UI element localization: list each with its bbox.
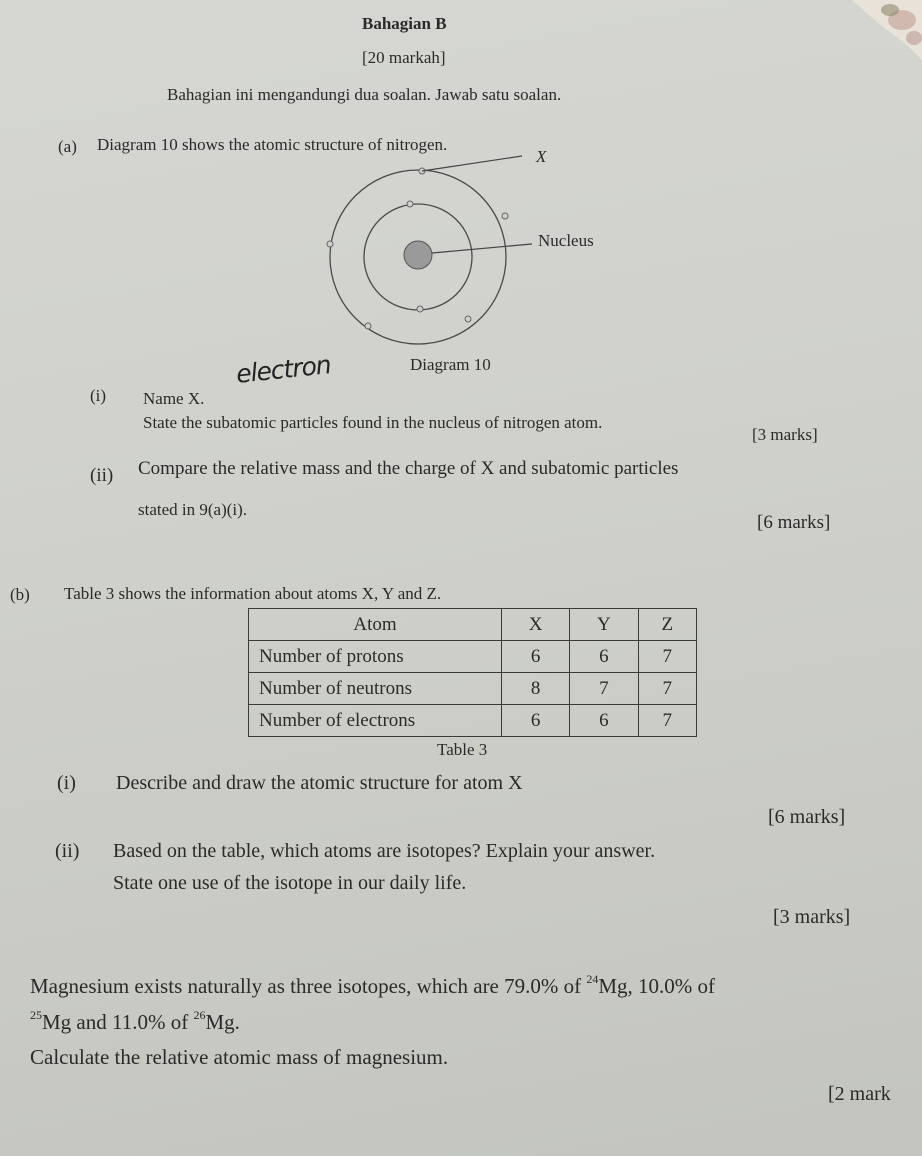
diagram-caption: Diagram 10 bbox=[410, 355, 491, 374]
table-header-cell: X bbox=[502, 609, 570, 641]
part-a-intro: Diagram 10 shows the atomic structure of nitrogen. bbox=[97, 135, 448, 154]
c-line1-a: Magnesium exists naturally as three isotopes, which are 79.0% of bbox=[30, 974, 587, 998]
c-line3: Calculate the relative atomic mass of magnesium. bbox=[30, 1045, 449, 1069]
table-cell: Number of electrons bbox=[249, 705, 502, 737]
table-cell: 6 bbox=[570, 641, 638, 673]
table-row bbox=[249, 641, 697, 673]
b-i-label: (i) bbox=[57, 772, 76, 794]
a-i-text2: State the subatomic particles found in the nucleus of nitrogen atom. bbox=[143, 413, 603, 432]
part-a-label: (a) bbox=[58, 137, 77, 156]
section-marks: [20 markah] bbox=[362, 48, 446, 67]
table-cell: 7 bbox=[638, 705, 696, 737]
a-i-label: (i) bbox=[90, 386, 107, 405]
a-ii-text2: stated in 9(a)(i). bbox=[138, 500, 248, 519]
table-header-cell: Atom bbox=[249, 609, 502, 641]
table-cell: 8 bbox=[502, 673, 570, 705]
table-row bbox=[249, 673, 697, 705]
a-i-text1: Name X. bbox=[143, 389, 205, 408]
atoms-table bbox=[248, 608, 697, 737]
section-title: Bahagian B bbox=[362, 14, 447, 33]
table-cell: Number of protons bbox=[249, 641, 502, 673]
b-i-text: Describe and draw the atomic structure for atom X bbox=[116, 772, 523, 794]
table-cell: 6 bbox=[502, 641, 570, 673]
a-ii-label: (ii) bbox=[90, 465, 114, 486]
table-cell: 7 bbox=[638, 641, 696, 673]
part-b-label: (b) bbox=[10, 585, 30, 604]
section-instruction: Bahagian ini mengandungi dua soalan. Jawab satu soalan. bbox=[167, 85, 562, 104]
table-cell: 6 bbox=[502, 705, 570, 737]
diagram-label-nucleus: Nucleus bbox=[538, 231, 594, 250]
sup-26: 26 bbox=[193, 1008, 206, 1022]
electron-dot bbox=[365, 323, 371, 329]
electron-dot bbox=[407, 201, 413, 207]
table-cell: 6 bbox=[570, 705, 638, 737]
table-caption: Table 3 bbox=[437, 740, 488, 759]
a-i-marks: [3 marks] bbox=[752, 425, 818, 444]
a-ii-marks: [6 marks] bbox=[757, 512, 831, 533]
sup-25: 25 bbox=[30, 1008, 42, 1022]
electron-dot bbox=[465, 316, 471, 322]
b-ii-text1: Based on the table, which atoms are isotopes? Explain your answer. bbox=[113, 840, 656, 862]
part-b-intro: Table 3 shows the information about atoms X, Y and Z. bbox=[64, 584, 442, 603]
c-line1 bbox=[30, 974, 715, 999]
table-cell: 7 bbox=[570, 673, 638, 705]
electron-dot bbox=[327, 241, 333, 247]
c-line2 bbox=[30, 1010, 240, 1035]
diagram-label-x: X bbox=[536, 147, 547, 166]
c-line2-a: Mg and 11.0% of bbox=[42, 1010, 194, 1034]
b-ii-label: (ii) bbox=[55, 840, 80, 862]
b-ii-text2: State one use of the isotope in our daily life. bbox=[113, 872, 467, 894]
table-cell: Number of neutrons bbox=[249, 673, 502, 705]
table-header-cell: Y bbox=[570, 609, 638, 641]
table-row bbox=[249, 705, 697, 737]
b-ii-marks: [3 marks] bbox=[773, 906, 851, 928]
table-cell: 7 bbox=[638, 673, 696, 705]
handwritten-answer: electron bbox=[234, 350, 332, 389]
electron-dot bbox=[502, 213, 508, 219]
nucleus-shape bbox=[404, 241, 432, 269]
c-line1-b: Mg, 10.0% of bbox=[598, 974, 716, 998]
c-line2-b: Mg. bbox=[205, 1010, 240, 1034]
b-i-marks: [6 marks] bbox=[768, 806, 846, 828]
electron-dot bbox=[417, 306, 423, 312]
x-label-line bbox=[422, 156, 522, 171]
table-header-row bbox=[249, 609, 697, 641]
table-header-cell: Z bbox=[638, 609, 696, 641]
sup-24: 24 bbox=[586, 972, 599, 986]
a-ii-text1: Compare the relative mass and the charge of X and subatomic particles bbox=[138, 458, 679, 479]
atomic-structure-diagram bbox=[0, 0, 922, 400]
nucleus-label-line bbox=[432, 244, 532, 253]
c-marks: [2 mark bbox=[828, 1083, 891, 1105]
